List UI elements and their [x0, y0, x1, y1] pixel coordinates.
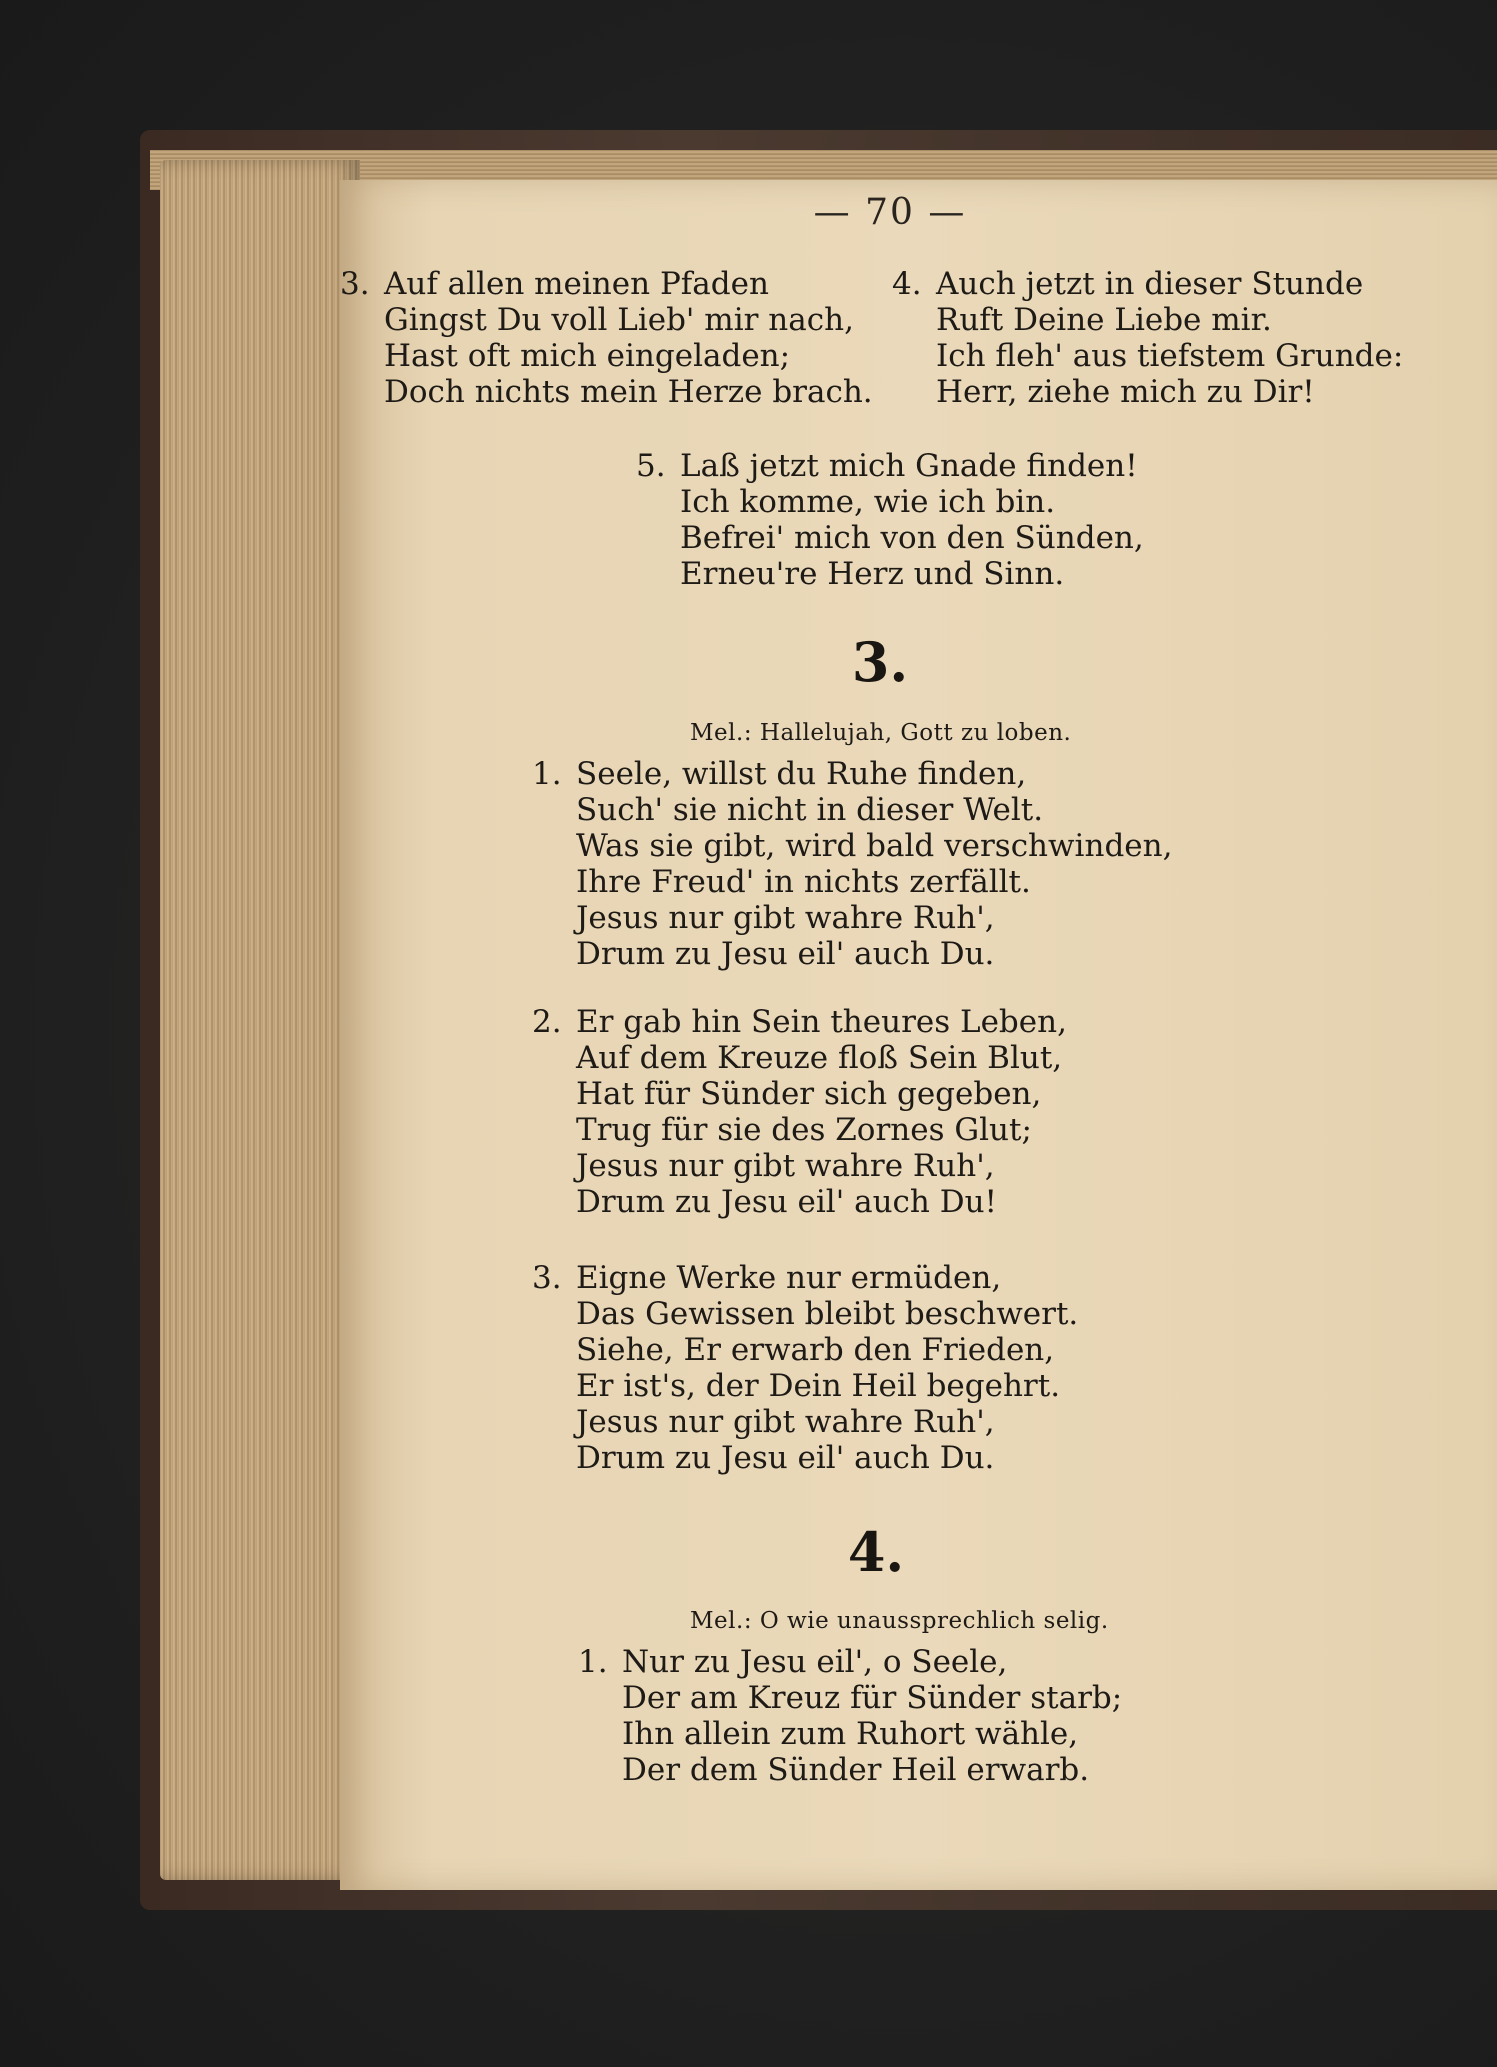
verse-line: Laß jetzt mich Gnade finden!: [680, 448, 1138, 484]
verse-number: 3.: [532, 1260, 562, 1296]
verse-top-5: [636, 448, 1144, 592]
verse-line: Herr, ziehe mich zu Dir!: [936, 374, 1315, 410]
hymn3-verse-3: [532, 1260, 1079, 1476]
verse-number: 1.: [578, 1644, 608, 1680]
verse-line: Siehe, Er erwarb den Frieden,: [576, 1332, 1055, 1368]
verse-number: 1.: [532, 756, 562, 792]
verse-line: Auf allen meinen Pfaden: [384, 266, 769, 302]
verse-line: Gingst Du voll Lieb' mir nach,: [384, 302, 854, 338]
verse-line: Drum zu Jesu eil' auch Du!: [576, 1184, 997, 1220]
verse-line: Er ist's, der Dein Heil begehrt.: [576, 1368, 1061, 1404]
verse-line: Das Gewissen bleibt beschwert.: [576, 1296, 1079, 1332]
verse-line: Hat für Sünder sich gegeben,: [576, 1076, 1042, 1112]
verse-line: Eigne Werke nur ermüden,: [576, 1260, 1002, 1296]
verse-line: Ihn allein zum Ruhort wähle,: [622, 1716, 1079, 1752]
book-page: [340, 180, 1497, 1890]
verse-number: 2.: [532, 1004, 562, 1040]
verse-line: Trug für sie des Zornes Glut;: [576, 1112, 1032, 1148]
verse-line: Jesus nur gibt wahre Ruh',: [576, 1404, 995, 1440]
verse-number: 4.: [892, 266, 922, 302]
verse-line: Jesus nur gibt wahre Ruh',: [576, 900, 995, 936]
page-number: — 70 —: [813, 192, 967, 233]
verse-line: Seele, willst du Ruhe finden,: [576, 756, 1027, 792]
hymn3-verse-1: [532, 756, 1173, 972]
verse-line: Der dem Sünder Heil erwarb.: [622, 1752, 1090, 1788]
verse-top-3: [340, 266, 873, 410]
verse-line: Nur zu Jesu eil', o Seele,: [622, 1644, 1008, 1680]
page-edges: [160, 160, 360, 1880]
verse-top-4: [892, 266, 1404, 410]
verse-line: Ihre Freud' in nichts zerfällt.: [576, 864, 1031, 900]
verse-line: Such' sie nicht in dieser Welt.: [576, 792, 1044, 828]
verse-line: Drum zu Jesu eil' auch Du.: [576, 1440, 995, 1476]
melody-line: Mel.: O wie unaussprechlich selig.: [690, 1608, 1109, 1634]
verse-line: Jesus nur gibt wahre Ruh',: [576, 1148, 995, 1184]
melody-line: Mel.: Hallelujah, Gott zu loben.: [690, 720, 1072, 746]
verse-line: Hast oft mich eingeladen;: [384, 338, 791, 374]
verse-line: Befrei' mich von den Sünden,: [680, 520, 1144, 556]
verse-number: 3.: [340, 266, 370, 302]
verse-line: Doch nichts mein Herze brach.: [384, 374, 873, 410]
verse-line: Ich komme, wie ich bin.: [680, 484, 1056, 520]
hymn3-verse-2: [532, 1004, 1067, 1220]
verse-number: 5.: [636, 448, 666, 484]
verse-line: Ruft Deine Liebe mir.: [936, 302, 1272, 338]
verse-line: Auf dem Kreuze floß Sein Blut,: [576, 1040, 1063, 1076]
verse-line: Der am Kreuz für Sünder starb;: [622, 1680, 1123, 1716]
hymn-number: 4.: [847, 1520, 905, 1584]
verse-line: Drum zu Jesu eil' auch Du.: [576, 936, 995, 972]
verse-line: Auch jetzt in dieser Stunde: [936, 266, 1364, 302]
verse-line: Erneu're Herz und Sinn.: [680, 556, 1065, 592]
hymn4-verse-1: [578, 1644, 1123, 1788]
hymn-number: 3.: [851, 630, 909, 694]
verse-line: Was sie gibt, wird bald verschwinden,: [576, 828, 1173, 864]
verse-line: Ich fleh' aus tiefstem Grunde:: [936, 338, 1404, 374]
verse-line: Er gab hin Sein theures Leben,: [576, 1004, 1067, 1040]
